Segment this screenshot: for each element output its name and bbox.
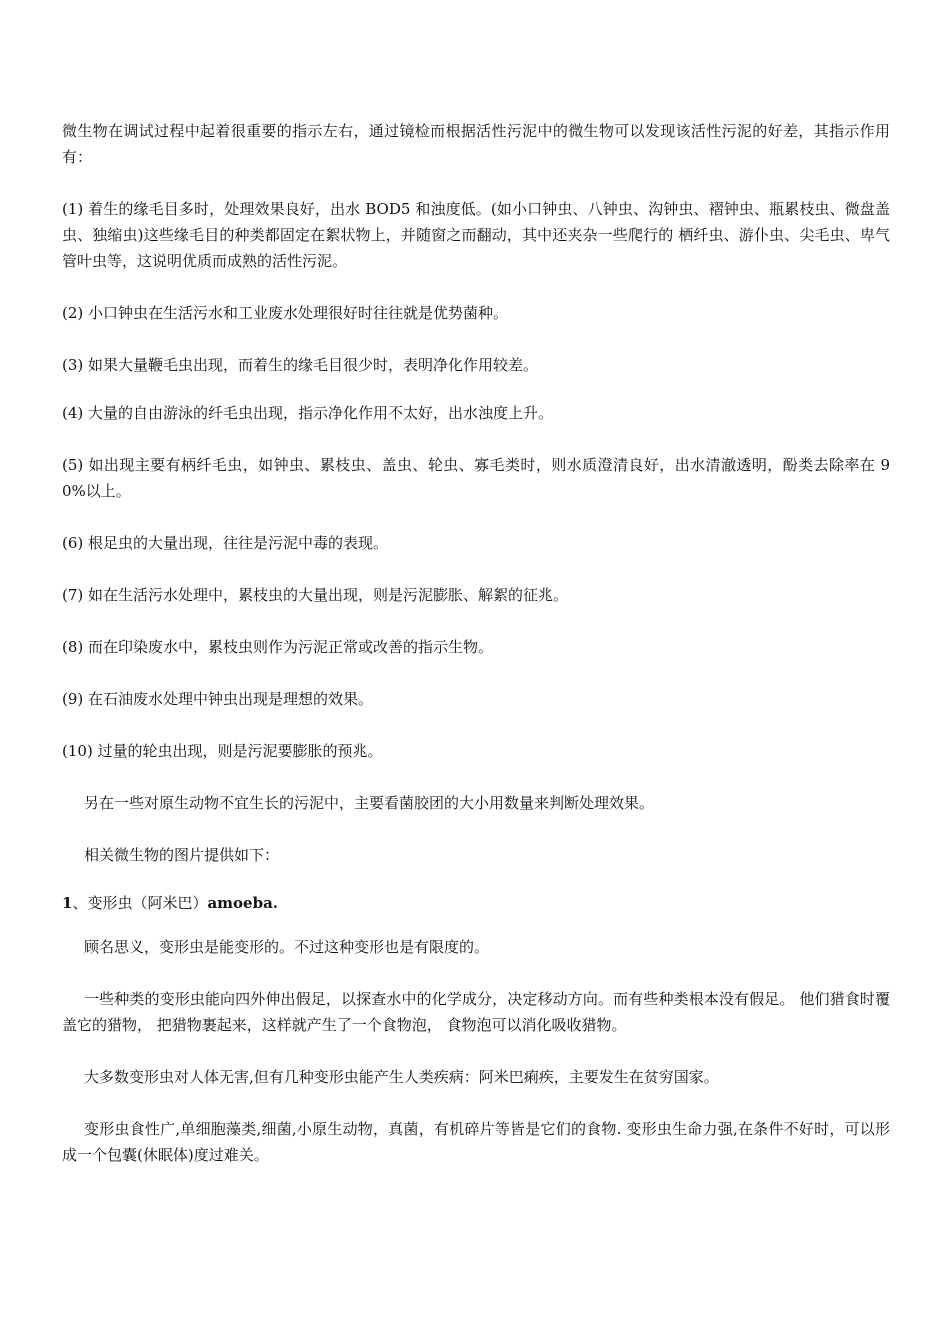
indicator-item-2: (2) 小口钟虫在生活污水和工业废水处理很好时往往就是优势菌种。 [62,304,509,322]
indicator-item-6: (6) 根足虫的大量出现，往往是污泥中毒的表现。 [62,534,389,552]
section-title: 、变形虫（阿米巴） [72,894,208,912]
amoeba-paragraph-2: 一些种类的变形虫能向四外伸出假足，以探查水中的化学成分，决定移动方向。而有些种类根本没有假足。 他们猎食时覆盖它的猎物， 把猎物裹起来，这样就产生了一个食物泡， 食物泡可以消化吸收猎物。 [62,990,890,1034]
indicator-item-5: (5) 如出现主要有柄纤毛虫，如钟虫、累枝虫、盖虫、轮虫、寡毛类时，则水质澄清良好，出水清澈透明，酚类去除率在 90%以上。 [62,456,890,500]
indicator-item-7: (7) 如在生活污水处理中，累枝虫的大量出现，则是污泥膨胀、解絮的征兆。 [62,586,569,604]
note-paragraph-2: 相关微生物的图片提供如下： [84,846,280,864]
amoeba-paragraph-4: 变形虫食性广,单细胞藻类,细菌,小原生动物，真菌，有机碎片等皆是它们的食物. 变形虫生命力强,在条件不好时，可以形成一个包囊(休眠体)度过难关。 [62,1120,890,1164]
indicator-item-9: (9) 在石油废水处理中钟虫出现是理想的效果。 [62,690,374,708]
note-paragraph-1: 另在一些对原生动物不宜生长的污泥中，主要看菌胶团的大小用数量来判断处理效果。 [84,794,655,812]
intro-paragraph: 微生物在调试过程中起着很重要的指示左右，通过镜检而根据活性污泥中的微生物可以发现该活性污泥的好差，其指示作用有： [62,122,890,166]
document-page [62,118,890,1194]
amoeba-paragraph-1: 顾名思义，变形虫是能变形的。不过这种变形也是有限度的。 [84,938,490,956]
indicator-item-10: (10) 过量的轮虫出现，则是污泥要膨胀的预兆。 [62,742,383,760]
section-heading-amoeba [62,890,890,916]
amoeba-paragraph-3: 大多数变形虫对人体无害,但有几种变形虫能产生人类疾病：阿米巴痢疾，主要发生在贫穷国家。 [84,1068,719,1086]
indicator-item-3: (3) 如果大量鞭毛虫出现，而着生的缘毛目很少时，表明净化作用较差。 [62,356,539,374]
indicator-item-8: (8) 而在印染废水中，累枝虫则作为污泥正常或改善的指示生物。 [62,638,494,656]
indicator-item-1: (1) 着生的缘毛目多时，处理效果良好，出水 BOD5 和浊度低。(如小口钟虫、八钟虫、沟钟虫、褶钟虫、瓶累枝虫、微盘盖虫、独缩虫)这些缘毛目的种类都固定在絮状物上，并随窗之而翻动，其中还夹杂一些爬行的 栖纤虫、游仆虫、尖毛虫、卑气管叶虫等，这说明优质而成熟的活性污泥。 [62,200,890,270]
indicator-item-4: (4) 大量的自由游泳的纤毛虫出现，指示净化作用不太好，出水浊度上升。 [62,404,554,422]
section-title-english: amoeba. [207,894,279,912]
section-number: 1 [62,894,73,912]
